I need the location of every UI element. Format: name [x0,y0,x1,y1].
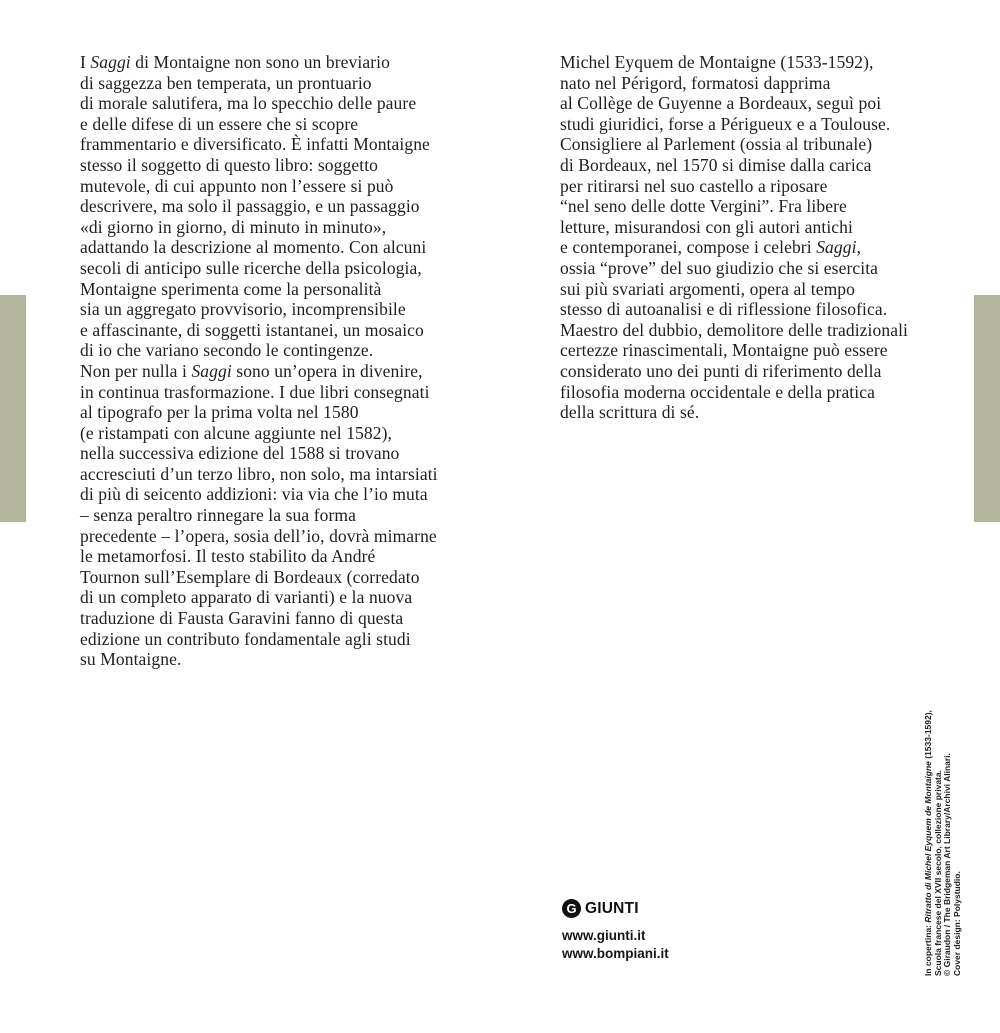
text-line: Montaigne sperimenta come la personalità [80,278,382,299]
text-line: ossia “prove” del suo giudizio che si esercita [560,257,879,278]
text-line: certezze rinascimentali, Montaigne può essere [560,340,888,361]
text-line: Consigliere al Parlement (ossia al tribunale) [560,134,873,155]
cover-credits-text [924,690,964,976]
text-line: e contemporanei, compose i celebri Saggi, [560,237,862,258]
text-line: le metamorfosi. Il testo stabilito da André [80,546,376,567]
giunti-logo [562,899,639,918]
text-line: Michel Eyquem de Montaigne (1533-1592), [560,52,874,72]
text-line: per ritirarsi nel suo castello a riposare [560,175,828,196]
giunti-logo-mark: G [562,899,581,918]
text-line: di più di seicento addizioni: via via che l’io muta [80,484,428,505]
text-line: e affascinante, di soggetti istantanei, un mosaico [80,319,424,340]
text-line: “nel seno delle dotte Vergini”. Fra libere [560,196,847,217]
text-line: nella successiva edizione del 1588 si trovano [80,443,400,464]
text-line: «di giorno in giorno, di minuto in minuto», [80,216,387,237]
text-line: sia un aggregato provvisorio, incomprensibile [80,299,406,320]
text-line: e delle difese di un essere che si scopre [80,113,359,134]
text-line: – senza peraltro rinnegare la sua forma [80,505,356,526]
cover-credits [924,690,964,976]
text-line: www.giunti.it [562,928,646,943]
text-line: nato nel Périgord, formatosi dapprima [560,72,831,93]
text-line: frammentario e diversificato. È infatti Montaigne [80,134,430,155]
left-column-text [80,52,520,670]
right-column-text [560,52,970,423]
text-line: Tournon sull’Esemplare di Bordeaux (corredato [80,566,420,587]
text-line: di un completo apparato di varianti) e la nuova [80,587,413,608]
text-line: Non per nulla i Saggi sono un’opera in divenire, [80,360,423,381]
text-line: sui più svariati argomenti, opera al tempo [560,278,855,299]
text-line: In copertina: Ritratto di Michel Eyquem de Montaigne (1533-1592), [923,710,933,976]
text-line: letture, misurandosi con gli autori antichi [560,216,853,237]
text-line: filosofia moderna occidentale e della pratica [560,381,875,402]
text-line: Maestro del dubbio, demolitore delle tradizionali [560,319,908,340]
giunti-logo-name: GIUNTI [585,899,639,917]
text-line: precedente – l’opera, sosia dell’io, dovrà mimarne [80,525,437,546]
text-line: stesso il soggetto di questo libro: soggetto [80,154,379,175]
text-line: della scrittura di sé. [560,402,700,423]
text-line: stesso di autoanalisi e di riflessione filosofica. [560,299,888,320]
text-line: © Giraudon / The Bridgeman Art Library/Archivi Alinari. [942,753,953,976]
text-line: I Saggi di Montaigne non sono un breviario [80,52,390,72]
text-line: Cover design: Polystudio. [951,871,962,976]
text-line: studi giuridici, forse a Périgueux e a Toulouse. [560,113,891,134]
text-line: di io che variano secondo le contingenze. [80,340,374,361]
text-line: adattando la descrizione al momento. Con alcuni [80,237,427,258]
accent-strip-right [974,295,1000,522]
text-line: di morale salutifera, ma lo specchio delle paure [80,93,417,114]
text-line: considerato uno dei punti di riferimento della [560,360,882,381]
text-line: di Bordeaux, nel 1570 si dimise dalla carica [560,154,872,175]
text-line: accresciuti d’un terzo libro, non solo, ma intarsiati [80,463,438,484]
text-line: (e ristampati con alcune aggiunte nel 1582), [80,422,392,443]
text-line: in continua trasformazione. I due libri consegnati [80,381,430,402]
text-line: mutevole, di cui appunto non l’essere si può [80,175,394,196]
text-line: www.bompiani.it [562,946,669,961]
website-urls [562,927,669,963]
text-line: Scuola francese del XVII secolo, collezione privata. [932,770,943,976]
text-line: al tipografo per la prima volta nel 1580 [80,402,359,423]
text-line: al Collège de Guyenne a Bordeaux, seguì poi [560,93,882,114]
text-line: di saggezza ben temperata, un prontuario [80,72,372,93]
text-line: traduzione di Fausta Garavini fanno di questa [80,608,404,629]
text-line: descrivere, ma solo il passaggio, e un passaggio [80,196,420,217]
text-line: secoli di anticipo sulle ricerche della psicologia, [80,257,422,278]
text-line: edizione un contributo fondamentale agli studi [80,628,411,649]
accent-strip-left [0,295,26,522]
text-line: su Montaigne. [80,649,182,670]
